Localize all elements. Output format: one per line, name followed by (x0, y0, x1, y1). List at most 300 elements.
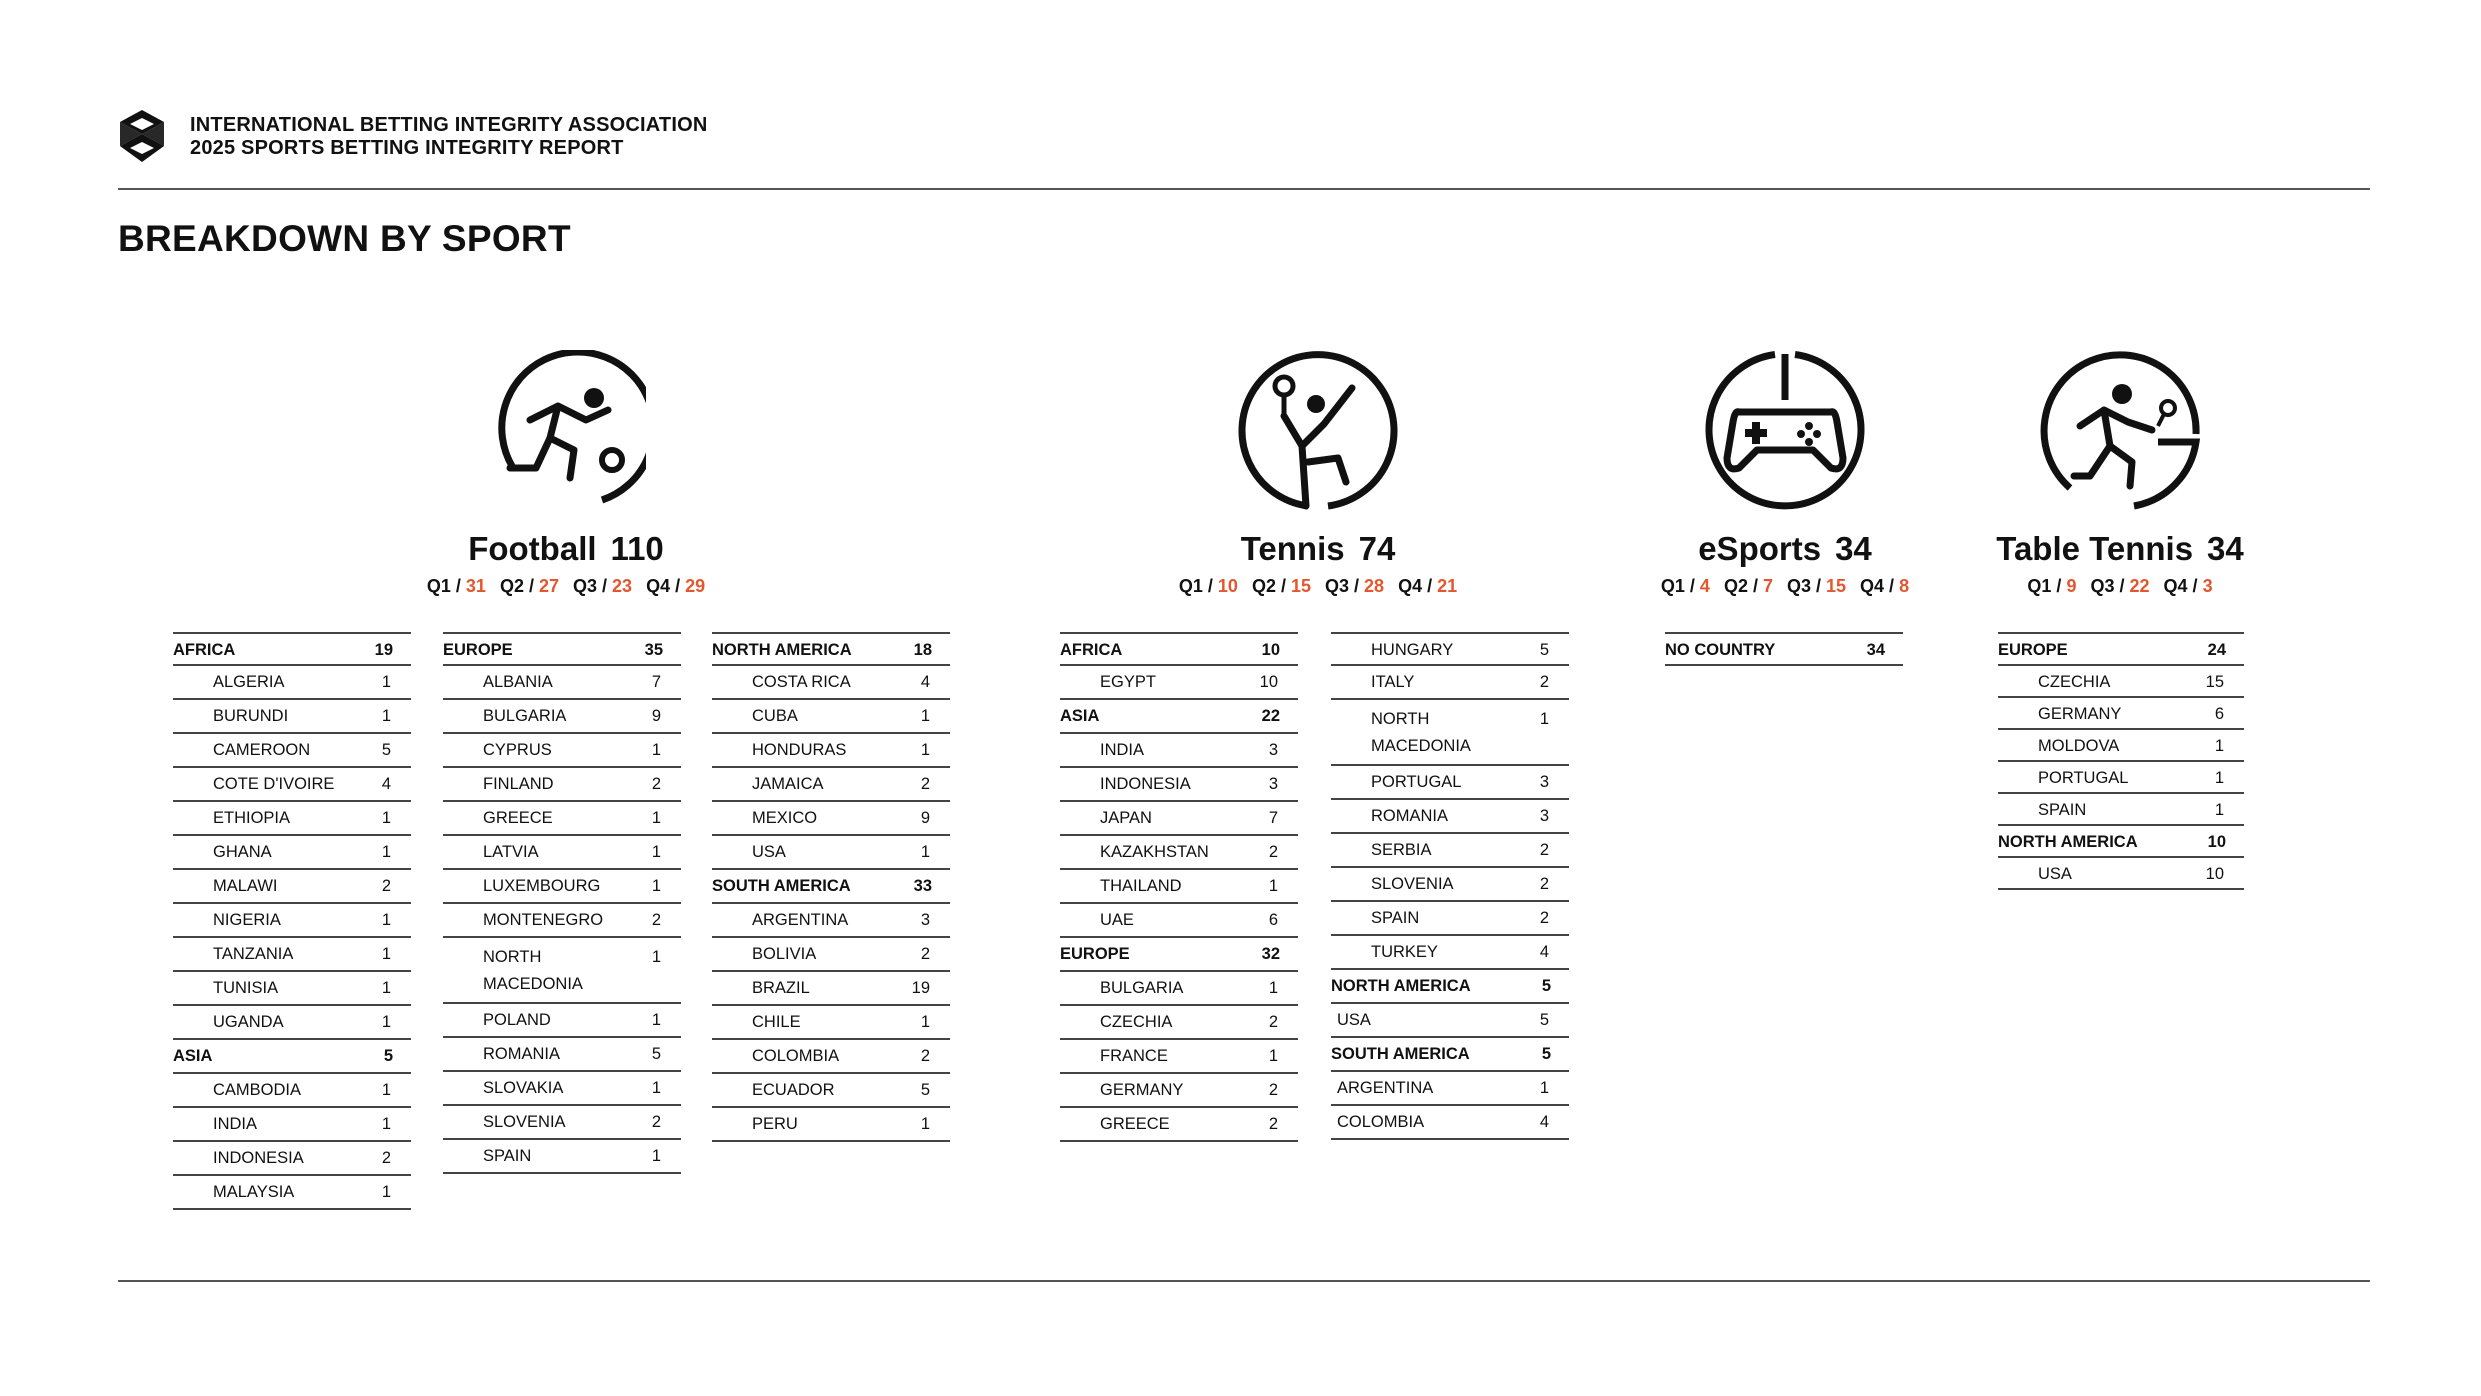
quarter-value: 9 (2066, 576, 2077, 596)
region-row (1060, 632, 1298, 666)
quarter-stat (1252, 576, 1311, 597)
country-name: ETHIOPIA (213, 809, 291, 827)
sport-name: eSports (1698, 530, 1822, 567)
quarter-value: 8 (1899, 576, 1910, 596)
region-row (712, 632, 950, 666)
region-row (712, 870, 950, 904)
incident-count: 2 (920, 945, 930, 963)
region-name: ASIA (173, 1047, 213, 1065)
quarter-stat (1787, 576, 1846, 597)
country-row (173, 1108, 411, 1142)
incident-count: 2 (1539, 909, 1549, 927)
incident-count: 22 (1261, 707, 1280, 725)
country-name: GHANA (213, 843, 272, 861)
incident-count: 1 (651, 1147, 661, 1165)
table-tennis-title (1980, 530, 2260, 568)
country-name: USA (752, 843, 786, 861)
country-name: GERMANY (2038, 705, 2122, 723)
gamepad-icon (1705, 350, 1865, 510)
region-name: SOUTH AMERICA (712, 877, 851, 895)
incident-count: 1 (381, 1081, 391, 1099)
quarter-label: Q1 / (1660, 576, 1695, 596)
country-row (173, 1176, 411, 1210)
incident-count: 3 (1539, 773, 1549, 791)
country-name: SERBIA (1371, 841, 1432, 859)
quarter-stat (1661, 576, 1710, 597)
quarter-label: Q1 / (2027, 576, 2062, 596)
country-row (173, 734, 411, 768)
sport-total: 74 (1358, 530, 1396, 567)
incident-count: 2 (1268, 1115, 1278, 1133)
incident-count: 19 (374, 641, 393, 659)
country-row (1331, 1004, 1569, 1038)
quarter-value: 22 (2129, 576, 2150, 596)
country-name: PORTUGAL (1371, 773, 1462, 791)
quarter-label: Q2 / (499, 576, 534, 596)
country-name: COTE D'IVOIRE (213, 775, 335, 793)
country-name: BURUNDI (213, 707, 289, 725)
country-name: TANZANIA (213, 945, 294, 963)
tennis-table-col-1 (1060, 632, 1298, 1142)
incident-count: 1 (381, 1013, 391, 1031)
country-name: FINLAND (483, 775, 554, 793)
country-name: BOLIVIA (752, 945, 817, 963)
country-row (1060, 1040, 1298, 1074)
incident-count: 1 (920, 1013, 930, 1031)
quarter-value: 7 (1762, 576, 1773, 596)
country-row (173, 836, 411, 870)
region-row (1331, 970, 1569, 1004)
incident-count: 2 (1268, 1013, 1278, 1031)
incident-count: 1 (920, 1115, 930, 1133)
country-row (173, 1074, 411, 1108)
country-name: KAZAKHSTAN (1100, 843, 1209, 861)
country-name: CYPRUS (483, 741, 552, 759)
table-tennis-table-col-1 (1998, 632, 2244, 890)
incident-count: 3 (1539, 807, 1549, 825)
country-row (1998, 794, 2244, 826)
quarter-stat (2090, 576, 2149, 597)
quarter-label: Q4 / (646, 576, 681, 596)
incident-count: 1 (920, 741, 930, 759)
country-name: INDONESIA (1100, 775, 1191, 793)
country-row (1060, 904, 1298, 938)
quarter-value: 10 (1217, 576, 1238, 596)
region-row (173, 1040, 411, 1074)
country-name: MONTENEGRO (483, 911, 604, 929)
country-row (712, 1040, 950, 1074)
country-row (712, 1074, 950, 1108)
region-row (1331, 1038, 1569, 1072)
country-name: GREECE (1100, 1115, 1170, 1133)
page-title: BREAKDOWN BY SPORT (118, 218, 571, 259)
country-row (1998, 698, 2244, 730)
incident-count: 7 (651, 673, 661, 691)
country-name: ARGENTINA (1337, 1079, 1434, 1097)
quarter-stat (427, 576, 486, 597)
country-row (1060, 972, 1298, 1006)
country-row (443, 768, 681, 802)
country-row (1331, 902, 1569, 936)
incident-count: 4 (1539, 1113, 1549, 1131)
quarter-value: 27 (538, 576, 559, 596)
country-row (712, 734, 950, 768)
football-quarters (400, 576, 732, 597)
country-name: HUNGARY (1371, 641, 1454, 659)
incident-count: 1 (920, 843, 930, 861)
region-name: NO COUNTRY (1665, 641, 1776, 659)
incident-count: 33 (913, 877, 932, 895)
region-name: AFRICA (173, 641, 236, 659)
country-name: MALAYSIA (213, 1183, 295, 1201)
country-name: ROMANIA (483, 1045, 561, 1063)
incident-count: 1 (920, 707, 930, 725)
country-name: EGYPT (1100, 673, 1156, 691)
incident-count: 1 (651, 1079, 661, 1097)
country-name: SPAIN (2038, 801, 2087, 819)
country-row (173, 666, 411, 700)
country-name: THAILAND (1100, 877, 1182, 895)
sport-total: 34 (2207, 530, 2244, 567)
country-name: MEXICO (752, 809, 818, 827)
region-name: NORTH AMERICA (1331, 977, 1471, 995)
sport-name: Football (468, 530, 597, 567)
incident-count: 5 (381, 741, 391, 759)
country-name: SLOVENIA (483, 1113, 566, 1131)
country-row (173, 904, 411, 938)
country-row (443, 1072, 681, 1106)
incident-count: 1 (381, 843, 391, 861)
quarter-label: Q3 / (1786, 576, 1821, 596)
incident-count: 4 (1539, 943, 1549, 961)
country-name: MOLDOVA (2038, 737, 2120, 755)
table-tennis-quarters (1980, 576, 2260, 597)
incident-count: 1 (381, 979, 391, 997)
country-row (1060, 734, 1298, 768)
region-name: AFRICA (1060, 641, 1123, 659)
country-name: GREECE (483, 809, 553, 827)
quarter-label: Q2 / (1723, 576, 1758, 596)
incident-count: 3 (920, 911, 930, 929)
football-player-icon (486, 350, 646, 510)
country-name: COSTA RICA (752, 673, 851, 691)
country-row (1060, 802, 1298, 836)
incident-count: 1 (651, 877, 661, 895)
country-row (712, 1006, 950, 1040)
country-name: ITALY (1371, 673, 1415, 691)
incident-count: 1 (651, 741, 661, 759)
country-row (173, 938, 411, 972)
country-row (173, 870, 411, 904)
incident-count: 5 (1541, 1045, 1551, 1063)
region-row (1998, 632, 2244, 666)
country-name: INDIA (213, 1115, 258, 1133)
country-name: ARGENTINA (752, 911, 849, 929)
country-name: TURKEY (1371, 943, 1438, 961)
incident-count: 5 (920, 1081, 930, 1099)
country-row (712, 1108, 950, 1142)
country-row (712, 904, 950, 938)
country-name: JAPAN (1100, 809, 1152, 827)
country-name: NORTH MACEDONIA (483, 948, 583, 993)
country-row (173, 802, 411, 836)
tennis-quarters (1160, 576, 1476, 597)
country-row (173, 768, 411, 802)
region-name: NORTH AMERICA (712, 641, 852, 659)
country-row (712, 836, 950, 870)
iBIA-logo-icon (118, 110, 166, 162)
country-name: UGANDA (213, 1013, 284, 1031)
country-name: SLOVAKIA (483, 1079, 564, 1097)
country-row (712, 938, 950, 972)
quarter-label: Q3 / (1325, 576, 1360, 596)
quarter-value: 23 (612, 576, 633, 596)
country-row (443, 1038, 681, 1072)
quarter-stat (1325, 576, 1384, 597)
incident-count: 18 (913, 641, 932, 659)
incident-count: 1 (381, 809, 391, 827)
incident-count: 1 (2214, 769, 2224, 787)
incident-count: 5 (383, 1047, 393, 1065)
incident-count: 2 (1539, 841, 1549, 859)
footer-divider (118, 1280, 2370, 1282)
country-name: CZECHIA (2038, 673, 2111, 691)
incident-count: 2 (381, 877, 391, 895)
region-row (443, 632, 681, 666)
quarter-value: 3 (2202, 576, 2213, 596)
incident-count: 2 (651, 775, 661, 793)
country-row (443, 1140, 681, 1174)
report-name: 2025 SPORTS BETTING INTEGRITY REPORT (190, 137, 624, 159)
country-name: CAMEROON (213, 741, 311, 759)
incident-count: 1 (381, 1115, 391, 1133)
esports-quarters (1620, 576, 1950, 597)
country-row (1060, 1006, 1298, 1040)
country-row (443, 666, 681, 700)
country-name: ALGERIA (213, 673, 285, 691)
sport-name: Table Tennis (1996, 530, 2194, 567)
incident-count: 1 (381, 673, 391, 691)
country-row (1998, 666, 2244, 698)
country-row (1331, 800, 1569, 834)
country-row (1331, 1072, 1569, 1106)
country-row (443, 802, 681, 836)
country-row (1060, 870, 1298, 904)
country-row (712, 972, 950, 1006)
quarter-stat (1179, 576, 1238, 597)
football-title (400, 530, 732, 568)
quarter-value: 15 (1826, 576, 1847, 596)
country-name: UAE (1100, 911, 1134, 929)
country-row (443, 734, 681, 768)
country-name: BRAZIL (752, 979, 810, 997)
tennis-title (1160, 530, 1476, 568)
incident-count: 34 (1866, 641, 1885, 659)
country-row (1331, 632, 1569, 666)
quarter-stat (500, 576, 559, 597)
country-row (173, 972, 411, 1006)
country-row (443, 1106, 681, 1140)
country-row (712, 802, 950, 836)
quarter-label: Q3 / (573, 576, 608, 596)
incident-count: 1 (1539, 1079, 1549, 1097)
sport-name: Tennis (1240, 530, 1345, 567)
incident-count: 35 (644, 641, 663, 659)
incident-count: 1 (651, 948, 661, 966)
incident-count: 2 (651, 1113, 661, 1131)
incident-count: 2 (920, 1047, 930, 1065)
country-name: POLAND (483, 1011, 551, 1029)
country-name: CHILE (752, 1013, 801, 1031)
incident-count: 2 (1539, 875, 1549, 893)
quarter-value: 31 (465, 576, 486, 596)
quarter-label: Q2 / (1251, 576, 1286, 596)
country-row (173, 1006, 411, 1040)
country-row (1060, 666, 1298, 700)
quarter-stat (1724, 576, 1773, 597)
incident-count: 1 (1268, 1047, 1278, 1065)
country-name: JAMAICA (752, 775, 824, 793)
quarter-value: 28 (1364, 576, 1385, 596)
incident-count: 5 (651, 1045, 661, 1063)
incident-count: 15 (2205, 673, 2224, 691)
esports-title (1620, 530, 1950, 568)
region-row (1060, 938, 1298, 972)
tennis-player-icon (1238, 350, 1398, 510)
org-name: INTERNATIONAL BETTING INTEGRITY ASSOCIATION (190, 114, 708, 136)
country-name: BULGARIA (1100, 979, 1184, 997)
tennis-table-col-2 (1331, 632, 1569, 1140)
country-name: MALAWI (213, 877, 278, 895)
country-name: USA (2038, 865, 2072, 883)
country-row (1060, 1108, 1298, 1142)
country-row (1060, 768, 1298, 802)
country-row (1331, 766, 1569, 800)
football-table-col-1 (173, 632, 411, 1210)
header-divider (118, 188, 2370, 190)
incident-count: 9 (920, 809, 930, 827)
country-row (1331, 834, 1569, 868)
country-row (712, 700, 950, 734)
quarter-value: 29 (685, 576, 706, 596)
region-name: EUROPE (1998, 641, 2068, 659)
quarter-label: Q4 / (2163, 576, 2198, 596)
region-name: NORTH AMERICA (1998, 833, 2138, 851)
incident-count: 32 (1261, 945, 1280, 963)
incident-count: 3 (1268, 775, 1278, 793)
report-header (190, 114, 708, 160)
incident-count: 24 (2207, 641, 2226, 659)
incident-count: 10 (1261, 641, 1280, 659)
country-row (1060, 836, 1298, 870)
country-row (712, 768, 950, 802)
quarter-stat (573, 576, 632, 597)
incident-count: 3 (1268, 741, 1278, 759)
country-name: BULGARIA (483, 707, 567, 725)
region-row (1060, 700, 1298, 734)
country-name: USA (1337, 1011, 1371, 1029)
incident-count: 19 (911, 979, 930, 997)
region-name: SOUTH AMERICA (1331, 1045, 1470, 1063)
country-row (443, 700, 681, 734)
quarter-stat (2027, 576, 2076, 597)
country-row (173, 1142, 411, 1176)
country-row (1331, 868, 1569, 902)
incident-count: 2 (381, 1149, 391, 1167)
country-row (1998, 762, 2244, 794)
incident-count: 1 (381, 1183, 391, 1201)
incident-count: 10 (2205, 865, 2224, 883)
quarter-stat (1860, 576, 1909, 597)
region-name: EUROPE (1060, 945, 1130, 963)
country-name: PERU (752, 1115, 798, 1133)
country-row (712, 666, 950, 700)
country-name: SPAIN (483, 1147, 532, 1165)
sport-total: 110 (610, 530, 664, 567)
quarter-stat (1398, 576, 1457, 597)
country-name: INDONESIA (213, 1149, 304, 1167)
country-row (1331, 700, 1569, 766)
quarter-value: 15 (1290, 576, 1311, 596)
incident-count: 9 (651, 707, 661, 725)
country-name: NORTH MACEDONIA (1371, 710, 1471, 755)
country-row (1331, 936, 1569, 970)
esports-table-col-1 (1665, 632, 1903, 666)
incident-count: 2 (1268, 1081, 1278, 1099)
country-name: SLOVENIA (1371, 875, 1454, 893)
country-name: INDIA (1100, 741, 1145, 759)
table-tennis-player-icon (2040, 350, 2200, 510)
incident-count: 1 (651, 843, 661, 861)
region-row (1998, 826, 2244, 858)
incident-count: 6 (2214, 705, 2224, 723)
country-name: COLOMBIA (1337, 1113, 1425, 1131)
country-row (1331, 666, 1569, 700)
incident-count: 10 (1259, 673, 1278, 691)
quarter-value: 21 (1437, 576, 1458, 596)
incident-count: 2 (651, 911, 661, 929)
country-name: FRANCE (1100, 1047, 1168, 1065)
sport-total: 34 (1835, 530, 1872, 567)
country-name: NIGERIA (213, 911, 281, 929)
country-name: LATVIA (483, 843, 539, 861)
country-name: COLOMBIA (752, 1047, 840, 1065)
quarter-label: Q4 / (1860, 576, 1895, 596)
quarter-label: Q3 / (2090, 576, 2125, 596)
country-row (443, 938, 681, 1004)
incident-count: 1 (381, 945, 391, 963)
country-name: TUNISIA (213, 979, 279, 997)
country-row (443, 870, 681, 904)
country-row (1998, 730, 2244, 762)
incident-count: 5 (1539, 641, 1549, 659)
incident-count: 1 (2214, 737, 2224, 755)
country-name: LUXEMBOURG (483, 877, 601, 895)
country-row (443, 904, 681, 938)
country-name: GERMANY (1100, 1081, 1184, 1099)
country-row (443, 836, 681, 870)
incident-count: 2 (920, 775, 930, 793)
country-name: ALBANIA (483, 673, 553, 691)
country-name: ECUADOR (752, 1081, 835, 1099)
incident-count: 1 (381, 707, 391, 725)
incident-count: 4 (920, 673, 930, 691)
country-row (1998, 858, 2244, 890)
country-name: SPAIN (1371, 909, 1420, 927)
country-name: PORTUGAL (2038, 769, 2129, 787)
incident-count: 1 (2214, 801, 2224, 819)
country-name: HONDURAS (752, 741, 847, 759)
